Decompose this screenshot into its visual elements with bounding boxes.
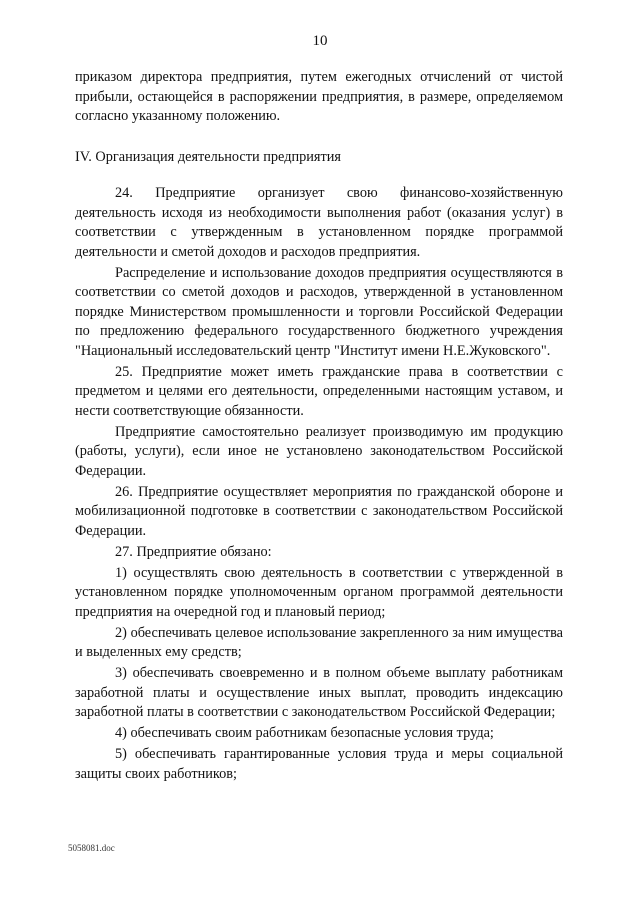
- paragraph-24: 24. Предприятие организует свою финансово-хозяйственную деятельность исходя из необходимости выполнения работ (оказания услуг) в соответствии с утвержденным в установленном порядке программой деятельности и сметой доходов и расходов предприятия.: [75, 185, 563, 260]
- list-item-27-4: 4) обеспечивать своим работникам безопасные условия труда;: [115, 725, 494, 741]
- paragraph-26: 26. Предприятие осуществляет мероприятия по гражданской обороне и мобилизационной подготовке в соответствии с законодательством Российской Федерации.: [75, 483, 563, 539]
- paragraph-intro: приказом директора предприятия, путем ежегодных отчислений от чистой прибыли, остающейся в распоряжении предприятия, в размере, определяемом согласно указанному положению.: [75, 69, 563, 124]
- paragraph-27: 27. Предприятие обязано:: [115, 543, 272, 560]
- paragraph-24-distribution: Распределение и использование доходов предприятия осуществляются в соответствии со сметой доходов и расходов, утвержденной в установленном порядке Министерством промышленности и торговли Российской Федерации по предложению федерального государственного бюджетного учреждения "Национальный исследовательский центр "Институт имени Н.Е.Жуковского".: [75, 264, 563, 359]
- list-item-27-1: 1) осуществлять свою деятельность в соответствии с утвержденной в установленном порядке уполномоченным органом программой деятельности предприятия на очередной год и плановый период;: [75, 564, 563, 620]
- list-item-27-3: 3) обеспечивать своевременно и в полном объеме выплату работникам заработной платы и осуществление иных выплат, проводить индексацию заработной платы в соответствии с законодательством Российской Федерации;: [75, 665, 563, 720]
- paragraph-25: 25. Предприятие может иметь гражданские права в соответствии с предметом и целями его деятельности, определенными настоящим уставом, и нести соответствующие обязанности.: [75, 363, 563, 419]
- section-heading: IV. Организация деятельности предприятия: [75, 148, 341, 165]
- list-item-27-2: 2) обеспечивать целевое использование закрепленного за ним имущества и выделенных ему средств;: [75, 624, 563, 660]
- document-body: [75, 68, 563, 786]
- list-item-27-5: 5) обеспечивать гарантированные условия труда и меры социальной защиты своих работников;: [75, 746, 563, 782]
- footer-file-code: 5058081.doc: [68, 843, 115, 853]
- paragraph-25-products: Предприятие самостоятельно реализует производимую им продукцию (работы, услуги), если иное не установлено законодательством Российской Федерации.: [75, 423, 563, 479]
- page-number: 10: [312, 33, 328, 49]
